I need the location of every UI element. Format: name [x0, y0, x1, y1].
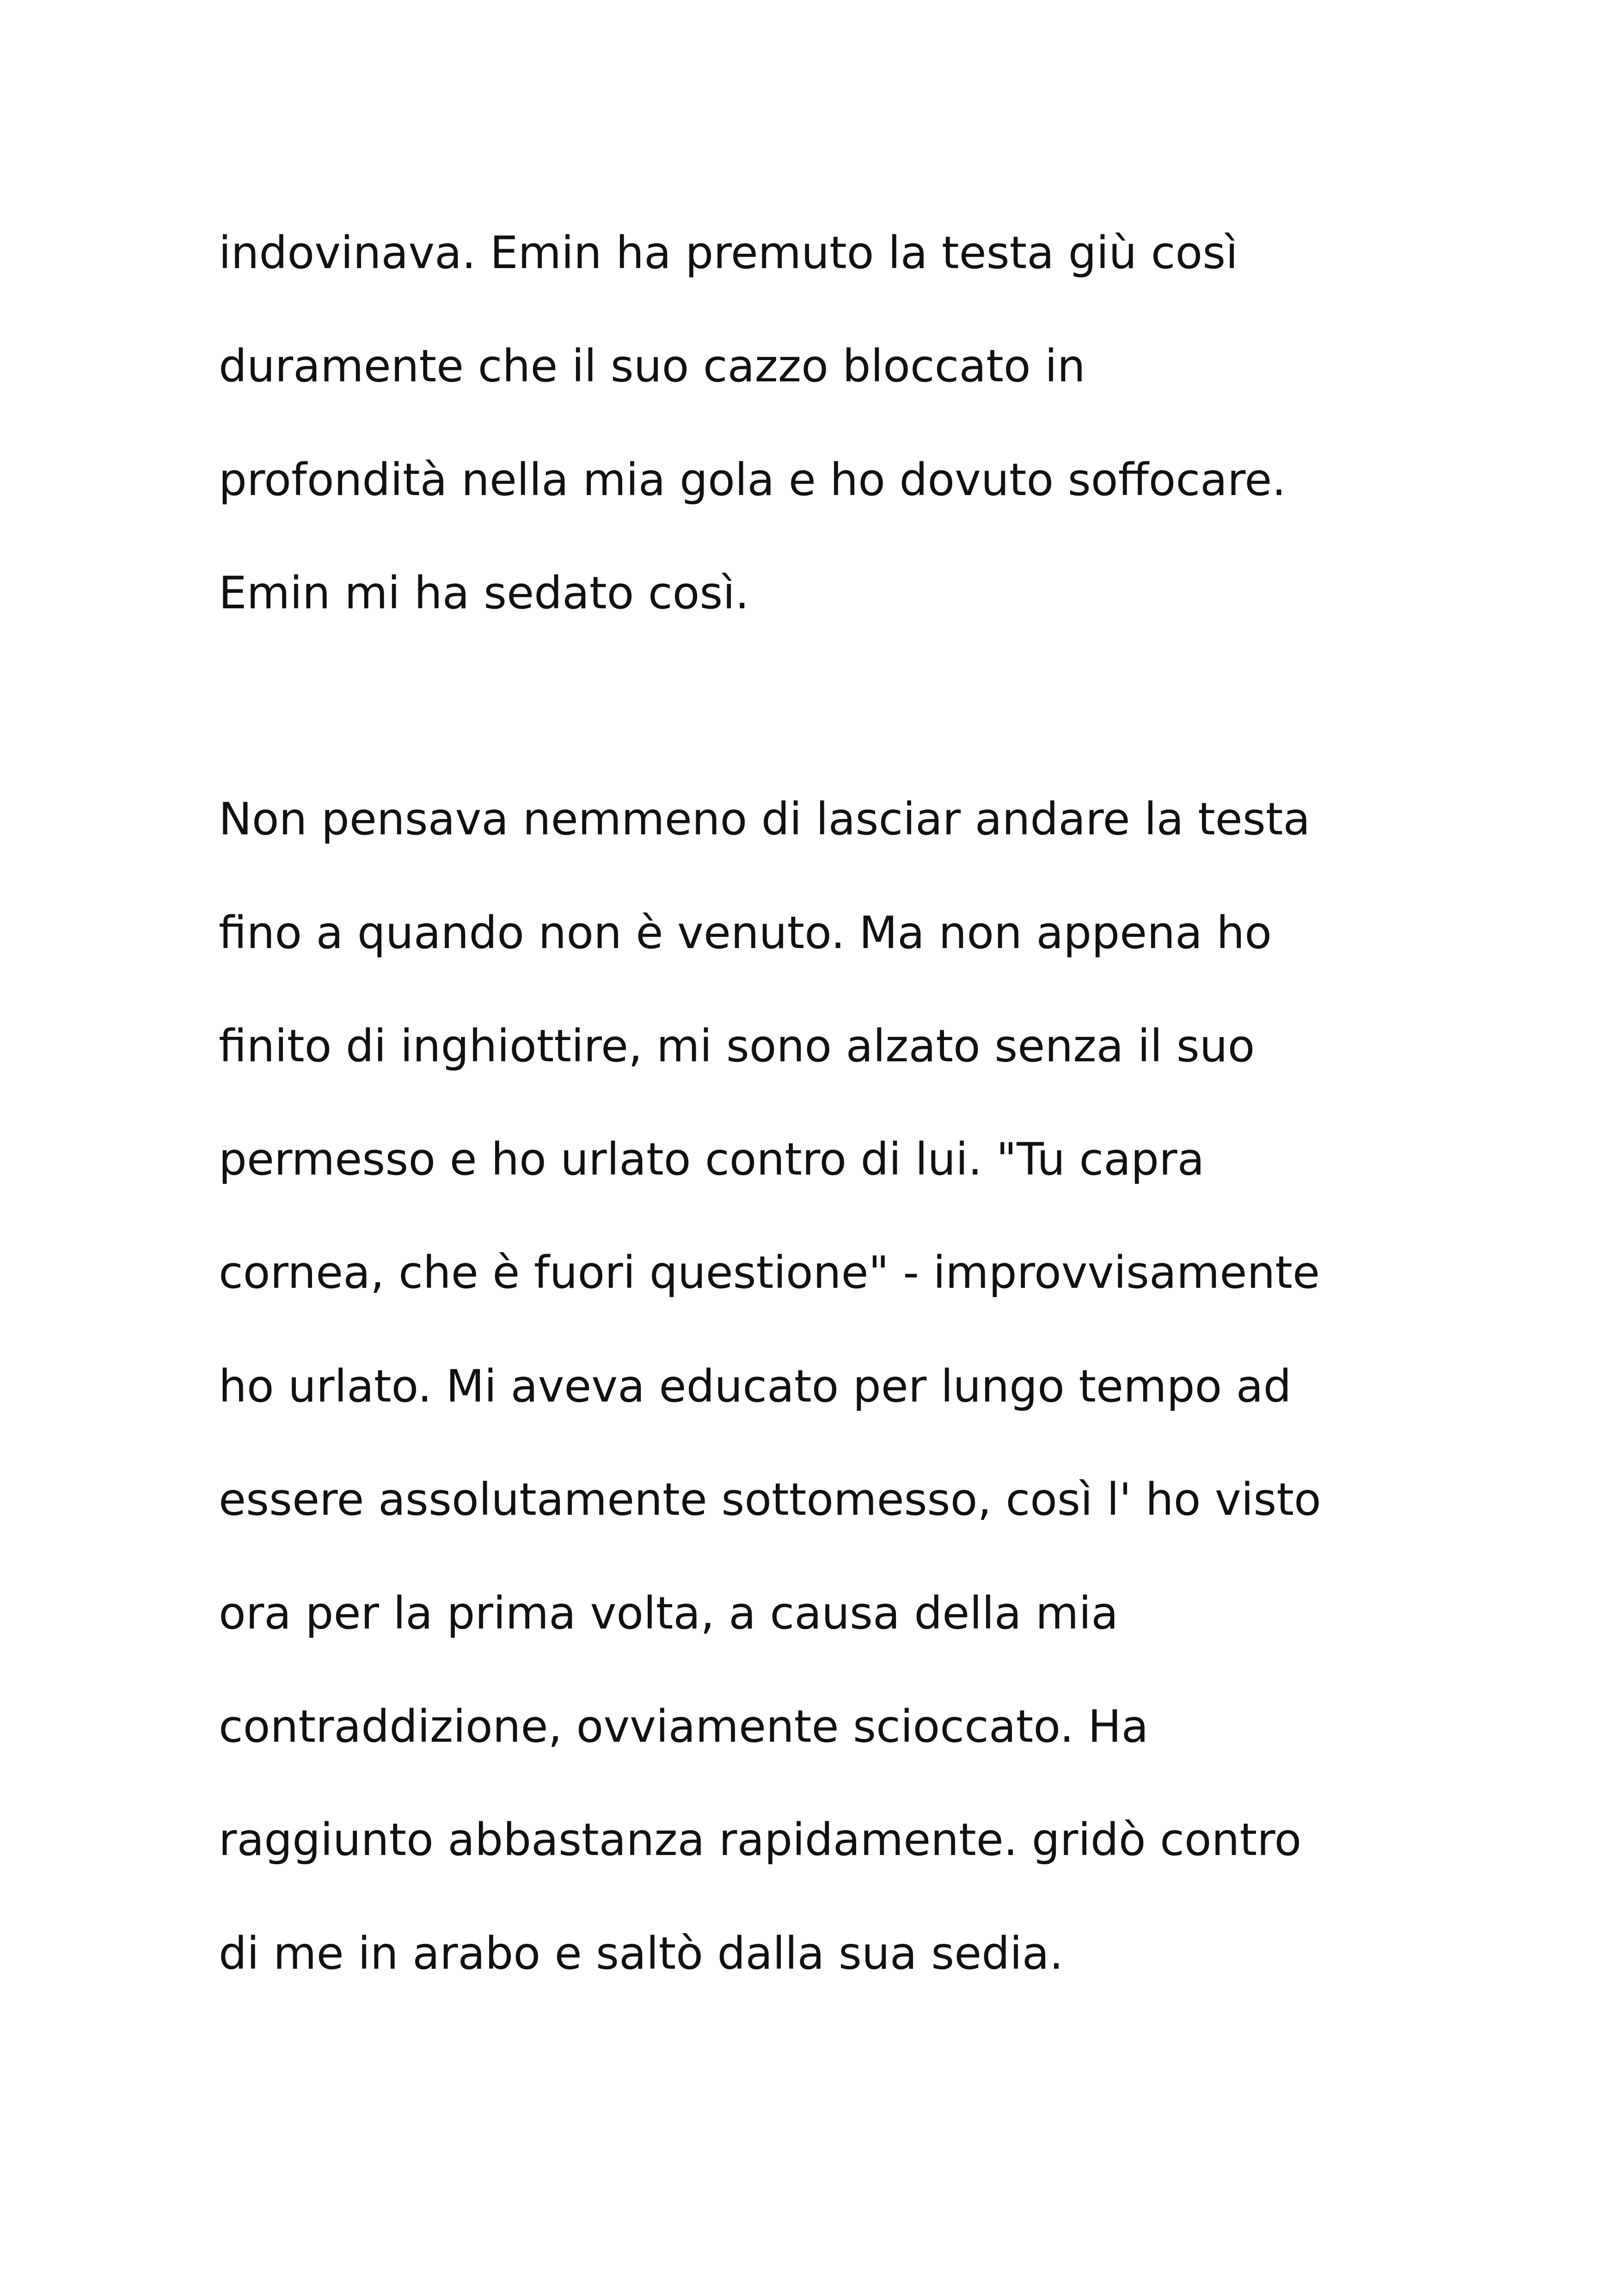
text-line: profondità nella mia gola e ho dovuto soffocare.	[219, 454, 1286, 506]
text-line: duramente che il suo cazzo bloccato in	[219, 340, 1085, 392]
text-line: permesso e ho urlato contro di lui. "Tu capra	[219, 1133, 1205, 1185]
text-line: indovinava. Emin ha premuto la testa giù così	[219, 227, 1238, 279]
text-line: fino a quando non è venuto. Ma non appena ho	[219, 907, 1272, 959]
text-line: essere assolutamente sottomesso, così l' ho visto	[219, 1474, 1321, 1525]
text-line: ho urlato. Mi aveva educato per lungo tempo ad	[219, 1360, 1292, 1412]
text-line: cornea, che è fuori questione" - improvvisamente	[219, 1247, 1320, 1298]
text-line: finito di inghiottire, mi sono alzato senza il suo	[219, 1020, 1255, 1072]
text-line: Non pensava nemmeno di lasciar andare la testa	[219, 793, 1311, 845]
text-line: contraddizione, ovviamente scioccato. Ha	[219, 1701, 1149, 1752]
text-line: Emin mi ha sedato così.	[219, 567, 749, 619]
text-line: ora per la prima volta, a causa della mia	[219, 1587, 1119, 1639]
text-line: di me in arabo e saltò dalla sua sedia.	[219, 1928, 1064, 1979]
text-line: raggiunto abbastanza rapidamente. gridò contro	[219, 1814, 1302, 1866]
